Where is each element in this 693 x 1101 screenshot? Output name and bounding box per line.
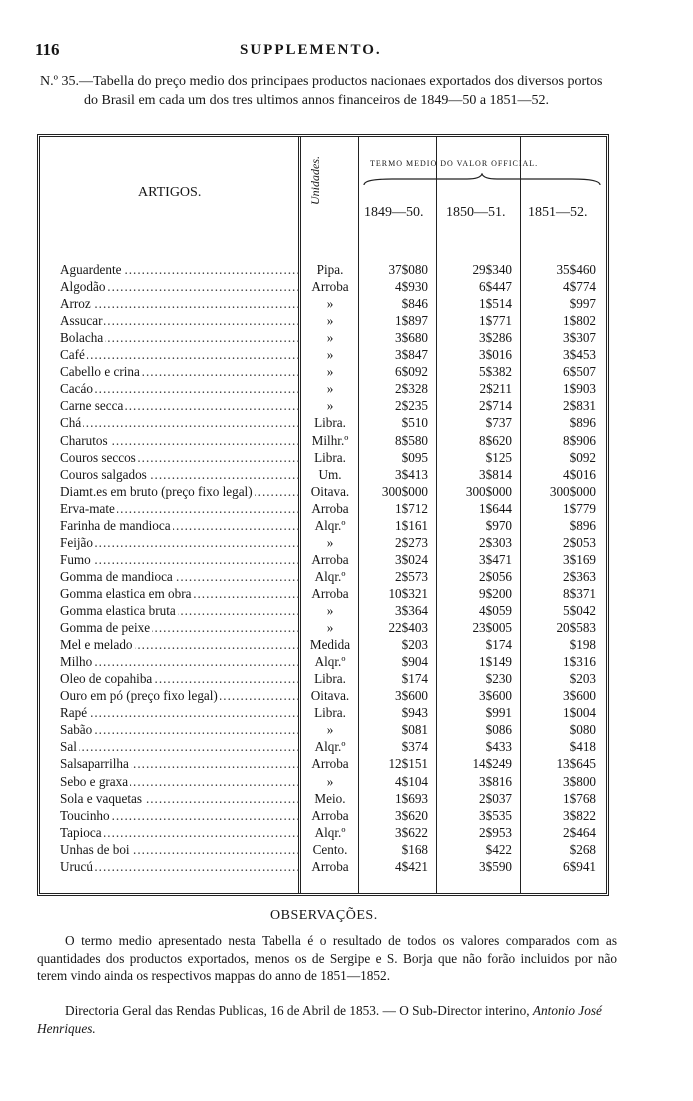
cell-value-v2: 1$771 bbox=[479, 313, 512, 329]
table-row bbox=[40, 602, 606, 619]
artigo-label: Couros seccos bbox=[60, 449, 136, 465]
cell-value-v3: 3$169 bbox=[563, 551, 596, 567]
cell-unidade: Medida bbox=[309, 637, 351, 653]
artigo-label: Sebo e graxa bbox=[60, 773, 129, 789]
cell-value-v1: $943 bbox=[401, 705, 428, 721]
cell-value-v1: $168 bbox=[401, 841, 428, 857]
cell-artigo bbox=[60, 773, 300, 790]
cell-artigo bbox=[60, 312, 300, 329]
cell-artigo bbox=[60, 704, 300, 721]
cell-value-v1: 3$847 bbox=[395, 347, 428, 363]
leader-dots bbox=[60, 858, 300, 875]
cell-value-v2: $125 bbox=[485, 449, 512, 465]
cell-unidade: » bbox=[326, 534, 334, 550]
cell-unidade: Alqr.º bbox=[314, 739, 346, 755]
cell-value-v3: 3$600 bbox=[563, 688, 596, 704]
artigo-label: Chá bbox=[60, 415, 82, 431]
artigo-label: Bolacha bbox=[60, 330, 104, 346]
table-row bbox=[40, 773, 606, 790]
cell-value-v3: 300$000 bbox=[549, 483, 596, 499]
table-caption-line1: N.º 35.—Tabella do preço medio dos principaes productos nacionaes exportados dos diversos portos bbox=[40, 74, 603, 89]
leader-dots bbox=[60, 534, 300, 551]
cell-unidade: Libra. bbox=[314, 449, 346, 465]
artigo-label: Gomma elastica em obra bbox=[60, 585, 192, 601]
artigo-label: Sabão bbox=[60, 722, 93, 738]
cell-value-v1: 4$421 bbox=[395, 858, 428, 874]
cell-unidade: » bbox=[326, 347, 334, 363]
leader-dots bbox=[60, 380, 300, 397]
cell-unidade: Um. bbox=[318, 466, 342, 482]
cell-value-v2: $433 bbox=[485, 739, 512, 755]
price-table bbox=[37, 134, 609, 896]
artigo-label: Arroz bbox=[60, 296, 91, 312]
cell-unidade: » bbox=[326, 381, 334, 397]
table-row bbox=[40, 824, 606, 841]
cell-value-v1: $203 bbox=[401, 637, 428, 653]
cell-value-v1: 1$693 bbox=[395, 790, 428, 806]
cell-artigo bbox=[60, 841, 300, 858]
cell-unidade: Arroba bbox=[311, 858, 349, 874]
table-row bbox=[40, 858, 606, 875]
artigo-label: Feijão bbox=[60, 534, 93, 550]
cell-value-v3: 1$004 bbox=[563, 705, 596, 721]
cell-value-v2: 2$953 bbox=[479, 824, 512, 840]
cell-unidade: » bbox=[326, 773, 334, 789]
table-row bbox=[40, 329, 606, 346]
cell-value-v3: 20$583 bbox=[556, 620, 596, 636]
cell-artigo bbox=[60, 755, 300, 772]
cell-value-v3: $203 bbox=[569, 671, 596, 687]
cell-value-v3: $896 bbox=[569, 517, 596, 533]
cell-value-v1: 22$403 bbox=[388, 620, 428, 636]
cell-artigo bbox=[60, 329, 300, 346]
artigo-label: Gomma de peixe bbox=[60, 620, 151, 636]
cell-value-v1: 2$328 bbox=[395, 381, 428, 397]
signature-text: Directoria Geral das Rendas Publicas, 16 de Abril de 1853. — O Sub-Director interino, bbox=[65, 1003, 530, 1018]
cell-unidade: Cento. bbox=[312, 841, 348, 857]
table-row bbox=[40, 687, 606, 704]
artigo-label: Aguardente bbox=[60, 262, 122, 277]
cell-value-v2: 14$249 bbox=[472, 756, 512, 772]
cell-value-v2: $086 bbox=[485, 722, 512, 738]
table-row bbox=[40, 363, 606, 380]
cell-unidade: » bbox=[326, 296, 334, 312]
cell-value-v2: 3$814 bbox=[479, 466, 512, 482]
cell-value-v2: 3$816 bbox=[479, 773, 512, 789]
table-row bbox=[40, 807, 606, 824]
cell-artigo bbox=[60, 619, 300, 636]
artigo-label: Cabello e crina bbox=[60, 364, 140, 380]
cell-unidade: Arroba bbox=[311, 551, 349, 567]
cell-value-v3: 35$460 bbox=[556, 262, 596, 277]
cell-value-v2: 5$382 bbox=[479, 364, 512, 380]
leader-dots bbox=[60, 653, 300, 670]
cell-unidade: Libra. bbox=[314, 705, 346, 721]
cell-value-v1: 37$080 bbox=[388, 262, 428, 277]
cell-value-v1: 2$235 bbox=[395, 398, 428, 414]
leader-dots bbox=[60, 738, 300, 755]
cell-artigo bbox=[60, 346, 300, 363]
table-row bbox=[40, 721, 606, 738]
artigo-label: Algodão bbox=[60, 279, 106, 295]
cell-value-v3: 3$822 bbox=[563, 807, 596, 823]
cell-artigo bbox=[60, 568, 300, 585]
cell-artigo bbox=[60, 432, 300, 449]
cell-artigo bbox=[60, 483, 300, 500]
table-row bbox=[40, 790, 606, 807]
cell-value-v1: 6$092 bbox=[395, 364, 428, 380]
cell-value-v3: 1$903 bbox=[563, 381, 596, 397]
cell-value-v2: $422 bbox=[485, 841, 512, 857]
table-row bbox=[40, 346, 606, 363]
cell-artigo bbox=[60, 687, 300, 704]
observacoes-title: OBSERVAÇÕES. bbox=[270, 908, 378, 923]
table-row bbox=[40, 432, 606, 449]
cell-unidade: Alqr.º bbox=[314, 824, 346, 840]
cell-unidade: Libra. bbox=[314, 671, 346, 687]
table-row bbox=[40, 449, 606, 466]
table-row bbox=[40, 755, 606, 772]
cell-value-v3: 2$464 bbox=[563, 824, 596, 840]
cell-value-v2: 2$303 bbox=[479, 534, 512, 550]
header-artigos: ARTIGOS. bbox=[138, 185, 202, 200]
cell-unidade: Alqr.º bbox=[314, 517, 346, 533]
cell-value-v3: 13$645 bbox=[556, 756, 596, 772]
artigo-label: Erva-mate bbox=[60, 500, 115, 516]
artigo-label: Charutos bbox=[60, 432, 108, 448]
table-row bbox=[40, 534, 606, 551]
cell-artigo bbox=[60, 790, 300, 807]
header-year-1850-51: 1850—51. bbox=[446, 205, 506, 220]
cell-value-v3: 8$906 bbox=[563, 432, 596, 448]
cell-unidade: Arroba bbox=[311, 585, 349, 601]
artigo-label: Ouro em pó (preço fixo legal) bbox=[60, 688, 218, 704]
cell-unidade: » bbox=[326, 330, 334, 346]
artigo-label: Urucú bbox=[60, 858, 93, 874]
cell-value-v3: 2$363 bbox=[563, 568, 596, 584]
table-row bbox=[40, 483, 606, 500]
cell-value-v2: 3$471 bbox=[479, 551, 512, 567]
header-termo-medio: TERMO MEDIO DO VALOR OFFICIAL. bbox=[370, 159, 539, 168]
cell-unidade: Alqr.º bbox=[314, 568, 346, 584]
cell-value-v3: 2$831 bbox=[563, 398, 596, 414]
cell-value-v2: 3$286 bbox=[479, 330, 512, 346]
cell-value-v1: $846 bbox=[401, 296, 428, 312]
artigo-label: Gomma elastica bruta bbox=[60, 603, 176, 618]
cell-unidade: Arroba bbox=[311, 807, 349, 823]
cell-artigo bbox=[60, 449, 300, 466]
cell-value-v2: 9$200 bbox=[479, 585, 512, 601]
cell-artigo bbox=[60, 858, 300, 875]
artigo-label: Salsaparrilha bbox=[60, 756, 129, 772]
table-row bbox=[40, 738, 606, 755]
header-year-1851-52: 1851—52. bbox=[528, 205, 588, 220]
cell-value-v2: 300$000 bbox=[465, 483, 512, 499]
cell-unidade: Milhr.º bbox=[311, 432, 349, 448]
cell-artigo bbox=[60, 397, 300, 414]
cell-value-v3: 1$779 bbox=[563, 500, 596, 516]
cell-value-v2: $970 bbox=[485, 517, 512, 533]
table-row bbox=[40, 261, 606, 278]
artigo-label: Couros salgados bbox=[60, 466, 147, 482]
leader-dots bbox=[60, 346, 300, 363]
cell-artigo bbox=[60, 824, 300, 841]
signature-name: Antonio José Henriques. bbox=[37, 1003, 602, 1036]
cell-artigo bbox=[60, 653, 300, 670]
table-row bbox=[40, 551, 606, 568]
cell-unidade: » bbox=[326, 364, 334, 380]
artigo-label: Fumo bbox=[60, 551, 91, 567]
cell-value-v3: 5$042 bbox=[563, 603, 596, 618]
cell-value-v2: $991 bbox=[485, 705, 512, 721]
cell-value-v2: 3$535 bbox=[479, 807, 512, 823]
artigo-label: Diamt.es em bruto (preço fixo legal) bbox=[60, 483, 253, 499]
cell-artigo bbox=[60, 414, 300, 431]
leader-dots bbox=[60, 721, 300, 738]
table-row bbox=[40, 414, 606, 431]
table-row bbox=[40, 517, 606, 534]
cell-value-v1: 3$620 bbox=[395, 807, 428, 823]
cell-value-v1: $904 bbox=[401, 654, 428, 670]
cell-unidade: » bbox=[326, 722, 334, 738]
signature-line bbox=[37, 1002, 617, 1037]
cell-unidade: » bbox=[326, 398, 334, 414]
cell-unidade: Alqr.º bbox=[314, 654, 346, 670]
cell-value-v2: 23$005 bbox=[472, 620, 512, 636]
cell-unidade: Arroba bbox=[311, 279, 349, 295]
cell-value-v3: 1$316 bbox=[563, 654, 596, 670]
cell-unidade: Oitava. bbox=[310, 688, 350, 704]
table-row bbox=[40, 397, 606, 414]
artigo-label: Carne secca bbox=[60, 398, 124, 414]
running-head: SUPPLEMENTO. bbox=[240, 42, 382, 58]
table-row bbox=[40, 653, 606, 670]
cell-artigo bbox=[60, 670, 300, 687]
cell-value-v3: 3$800 bbox=[563, 773, 596, 789]
table-row bbox=[40, 585, 606, 602]
cell-unidade: Arroba bbox=[311, 500, 349, 516]
table-row bbox=[40, 704, 606, 721]
table-row bbox=[40, 278, 606, 295]
cell-artigo bbox=[60, 278, 300, 295]
table-row bbox=[40, 312, 606, 329]
artigo-label: Assucar bbox=[60, 313, 103, 329]
cell-unidade: Libra. bbox=[314, 415, 346, 431]
table-row bbox=[40, 295, 606, 312]
cell-artigo bbox=[60, 721, 300, 738]
table-row bbox=[40, 636, 606, 653]
cell-value-v2: 29$340 bbox=[472, 262, 512, 277]
header-brace bbox=[362, 173, 602, 187]
cell-value-v2: 3$016 bbox=[479, 347, 512, 363]
cell-artigo bbox=[60, 602, 300, 619]
cell-value-v2: 2$037 bbox=[479, 790, 512, 806]
cell-value-v3: $080 bbox=[569, 722, 596, 738]
artigo-label: Toucinho bbox=[60, 807, 110, 823]
cell-value-v2: 1$149 bbox=[479, 654, 512, 670]
cell-value-v3: 1$802 bbox=[563, 313, 596, 329]
cell-value-v2: 1$514 bbox=[479, 296, 512, 312]
cell-artigo bbox=[60, 261, 300, 278]
cell-value-v2: $230 bbox=[485, 671, 512, 687]
cell-unidade: Meio. bbox=[314, 790, 346, 806]
cell-unidade: Arroba bbox=[311, 756, 349, 772]
table-row bbox=[40, 841, 606, 858]
table-row bbox=[40, 380, 606, 397]
leader-dots bbox=[60, 414, 300, 431]
cell-value-v2: 6$447 bbox=[479, 279, 512, 295]
artigo-label: Oleo de copahiba bbox=[60, 671, 153, 687]
leader-dots bbox=[60, 704, 300, 721]
observacoes-text: O termo medio apresentado nesta Tabella é o resultado de todos os valores comparados com as quantidades dos productos exportados, menos os de Sergipe e S. Borja que não forão incluidos por não terem vindo ainda os respectivos mappas do anno de 1851—1852. bbox=[37, 933, 617, 983]
leader-dots bbox=[60, 551, 300, 568]
cell-value-v1: 2$573 bbox=[395, 568, 428, 584]
cell-unidade: Oitava. bbox=[310, 483, 350, 499]
cell-unidade: » bbox=[326, 603, 334, 618]
cell-artigo bbox=[60, 534, 300, 551]
cell-artigo bbox=[60, 738, 300, 755]
cell-artigo bbox=[60, 585, 300, 602]
table-row bbox=[40, 670, 606, 687]
cell-value-v3: $268 bbox=[569, 841, 596, 857]
cell-value-v1: 4$104 bbox=[395, 773, 428, 789]
cell-artigo bbox=[60, 295, 300, 312]
cell-unidade: » bbox=[326, 313, 334, 329]
artigo-label: Sola e vaquetas bbox=[60, 790, 143, 806]
cell-value-v1: 3$024 bbox=[395, 551, 428, 567]
cell-artigo bbox=[60, 500, 300, 517]
cell-value-v3: 8$371 bbox=[563, 585, 596, 601]
cell-value-v3: 6$507 bbox=[563, 364, 596, 380]
artigo-label: Milho bbox=[60, 654, 93, 670]
cell-value-v3: $418 bbox=[569, 739, 596, 755]
cell-value-v2: 1$644 bbox=[479, 500, 512, 516]
cell-value-v2: 8$620 bbox=[479, 432, 512, 448]
artigo-label: Farinha de mandioca bbox=[60, 517, 171, 533]
cell-value-v1: 3$680 bbox=[395, 330, 428, 346]
cell-value-v3: $198 bbox=[569, 637, 596, 653]
cell-value-v1: 1$712 bbox=[395, 500, 428, 516]
cell-value-v1: $510 bbox=[401, 415, 428, 431]
cell-value-v3: 3$453 bbox=[563, 347, 596, 363]
cell-value-v3: $092 bbox=[569, 449, 596, 465]
cell-value-v3: 2$053 bbox=[563, 534, 596, 550]
artigo-label: Mel e melado bbox=[60, 637, 133, 653]
cell-value-v3: 4$016 bbox=[563, 466, 596, 482]
header-unidades: Unidades. bbox=[308, 156, 322, 205]
cell-artigo bbox=[60, 363, 300, 380]
cell-value-v1: 10$321 bbox=[388, 585, 428, 601]
header-year-1849-50: 1849—50. bbox=[364, 205, 424, 220]
cell-unidade: » bbox=[326, 620, 334, 636]
cell-unidade: Pipa. bbox=[316, 262, 344, 277]
cell-value-v2: $737 bbox=[485, 415, 512, 431]
cell-value-v3: 3$307 bbox=[563, 330, 596, 346]
table-caption-line2: do Brasil em cada um dos tres ultimos annos financeiros de 1849—50 a 1851—52. bbox=[84, 93, 550, 108]
artigo-label: Tapioca bbox=[60, 824, 102, 840]
cell-value-v1: 4$930 bbox=[395, 279, 428, 295]
cell-value-v2: 3$600 bbox=[479, 688, 512, 704]
artigo-label: Rapé bbox=[60, 705, 88, 721]
cell-artigo bbox=[60, 636, 300, 653]
cell-value-v3: 4$774 bbox=[563, 279, 596, 295]
cell-value-v2: 2$056 bbox=[479, 568, 512, 584]
cell-value-v2: 4$059 bbox=[479, 603, 512, 618]
cell-value-v3: 6$941 bbox=[563, 858, 596, 874]
cell-value-v1: 2$273 bbox=[395, 534, 428, 550]
artigo-label: Gomma de mandioca bbox=[60, 568, 173, 584]
cell-value-v1: 300$000 bbox=[381, 483, 428, 499]
artigo-label: Unhas de boi bbox=[60, 841, 130, 857]
cell-value-v1: 12$151 bbox=[388, 756, 428, 772]
cell-value-v1: 3$413 bbox=[395, 466, 428, 482]
cell-value-v1: 1$897 bbox=[395, 313, 428, 329]
cell-value-v3: $997 bbox=[569, 296, 596, 312]
cell-value-v1: 3$600 bbox=[395, 688, 428, 704]
cell-artigo bbox=[60, 807, 300, 824]
cell-value-v3: $896 bbox=[569, 415, 596, 431]
cell-value-v2: $174 bbox=[485, 637, 512, 653]
cell-value-v3: 1$768 bbox=[563, 790, 596, 806]
cell-value-v1: 1$161 bbox=[395, 517, 428, 533]
artigo-label: Sal bbox=[60, 739, 77, 755]
table-row bbox=[40, 500, 606, 517]
cell-value-v1: $081 bbox=[401, 722, 428, 738]
cell-value-v1: $374 bbox=[401, 739, 428, 755]
cell-artigo bbox=[60, 551, 300, 568]
table-row bbox=[40, 466, 606, 483]
cell-value-v1: 3$622 bbox=[395, 824, 428, 840]
page-number: 116 bbox=[35, 40, 60, 59]
leader-dots bbox=[60, 295, 300, 312]
cell-artigo bbox=[60, 466, 300, 483]
cell-artigo bbox=[60, 380, 300, 397]
artigo-label: Cacáo bbox=[60, 381, 93, 397]
table-row bbox=[40, 619, 606, 636]
cell-value-v1: $095 bbox=[401, 449, 428, 465]
table-row bbox=[40, 568, 606, 585]
cell-value-v2: 2$714 bbox=[479, 398, 512, 414]
cell-value-v2: 2$211 bbox=[479, 381, 512, 397]
cell-artigo bbox=[60, 517, 300, 534]
cell-value-v1: 3$364 bbox=[395, 603, 428, 618]
cell-value-v2: 3$590 bbox=[479, 858, 512, 874]
cell-value-v1: 8$580 bbox=[395, 432, 428, 448]
artigo-label: Café bbox=[60, 347, 85, 363]
cell-value-v1: $174 bbox=[401, 671, 428, 687]
